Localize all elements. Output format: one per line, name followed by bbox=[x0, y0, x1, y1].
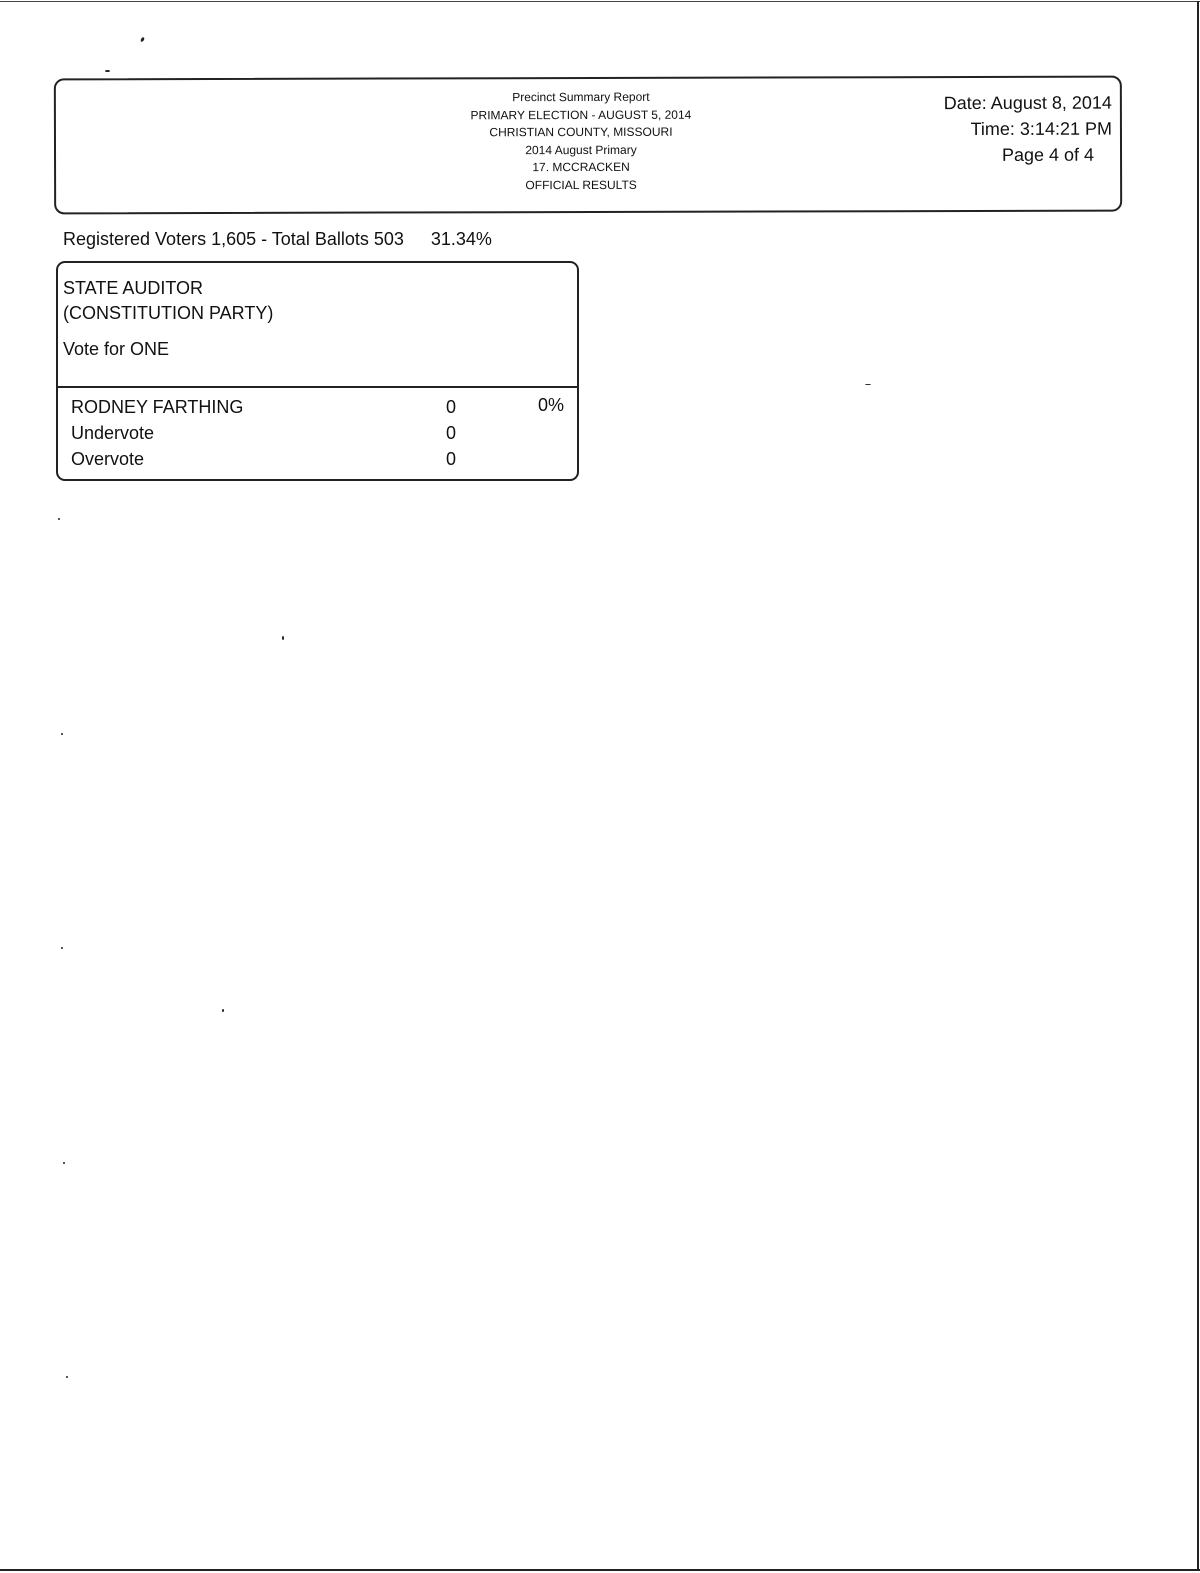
county-name: CHRISTIAN COUNTY, MISSOURI bbox=[489, 124, 673, 140]
page-number: Page 4 of 4 bbox=[1001, 144, 1095, 165]
voters-ballots-text: Registered Voters 1,605 - Total Ballots 503 bbox=[63, 229, 404, 249]
precinct-name: 17. MCCRACKEN bbox=[532, 159, 630, 175]
report-time: Time: 3:14:21 PM bbox=[970, 118, 1112, 139]
results-status: OFFICIAL RESULTS bbox=[525, 177, 637, 192]
report-date: Date: August 8, 2014 bbox=[943, 92, 1112, 114]
vote-for-instruction: Vote for ONE bbox=[63, 339, 170, 359]
candidate-name: RODNEY FARTHING bbox=[71, 397, 244, 417]
election-name: PRIMARY ELECTION - AUGUST 5, 2014 bbox=[470, 107, 692, 122]
contest-office: STATE AUDITOR bbox=[63, 278, 204, 298]
scan-speck bbox=[66, 1376, 68, 1378]
contest-title bbox=[63, 276, 273, 326]
result-row bbox=[58, 397, 577, 423]
vote-count: 0 bbox=[446, 397, 457, 417]
scan-speck bbox=[63, 1162, 65, 1164]
result-row bbox=[58, 423, 577, 449]
turnout-summary bbox=[63, 229, 492, 250]
vote-percent: 0% bbox=[538, 395, 565, 415]
contest-box bbox=[56, 261, 579, 481]
election-subtitle: 2014 August Primary bbox=[525, 142, 637, 157]
scan-right-edge bbox=[1197, 1, 1199, 1569]
report-title: Precinct Summary Report bbox=[512, 89, 650, 105]
scan-speck bbox=[222, 1009, 224, 1012]
candidate-name: Undervote bbox=[71, 423, 155, 443]
scan-speck bbox=[61, 947, 63, 949]
scan-speck bbox=[61, 733, 63, 735]
contest-party: (CONSTITUTION PARTY) bbox=[63, 303, 274, 323]
scan-speck bbox=[105, 70, 110, 72]
report-title-block bbox=[376, 88, 786, 194]
candidate-name: Overvote bbox=[71, 449, 145, 469]
scan-speck bbox=[865, 384, 871, 385]
vote-count: 0 bbox=[446, 449, 457, 469]
scan-speck bbox=[58, 518, 60, 520]
contest-divider bbox=[58, 386, 577, 388]
scan-speck bbox=[282, 636, 284, 640]
result-row bbox=[58, 449, 577, 475]
turnout-percent: 31.34% bbox=[430, 229, 492, 249]
scan-bottom-edge bbox=[0, 1569, 1200, 1571]
scan-top-edge bbox=[0, 1, 1200, 2]
report-header bbox=[54, 76, 1122, 215]
vote-count: 0 bbox=[446, 423, 457, 443]
scan-speck bbox=[140, 37, 145, 43]
report-meta bbox=[944, 90, 1112, 168]
